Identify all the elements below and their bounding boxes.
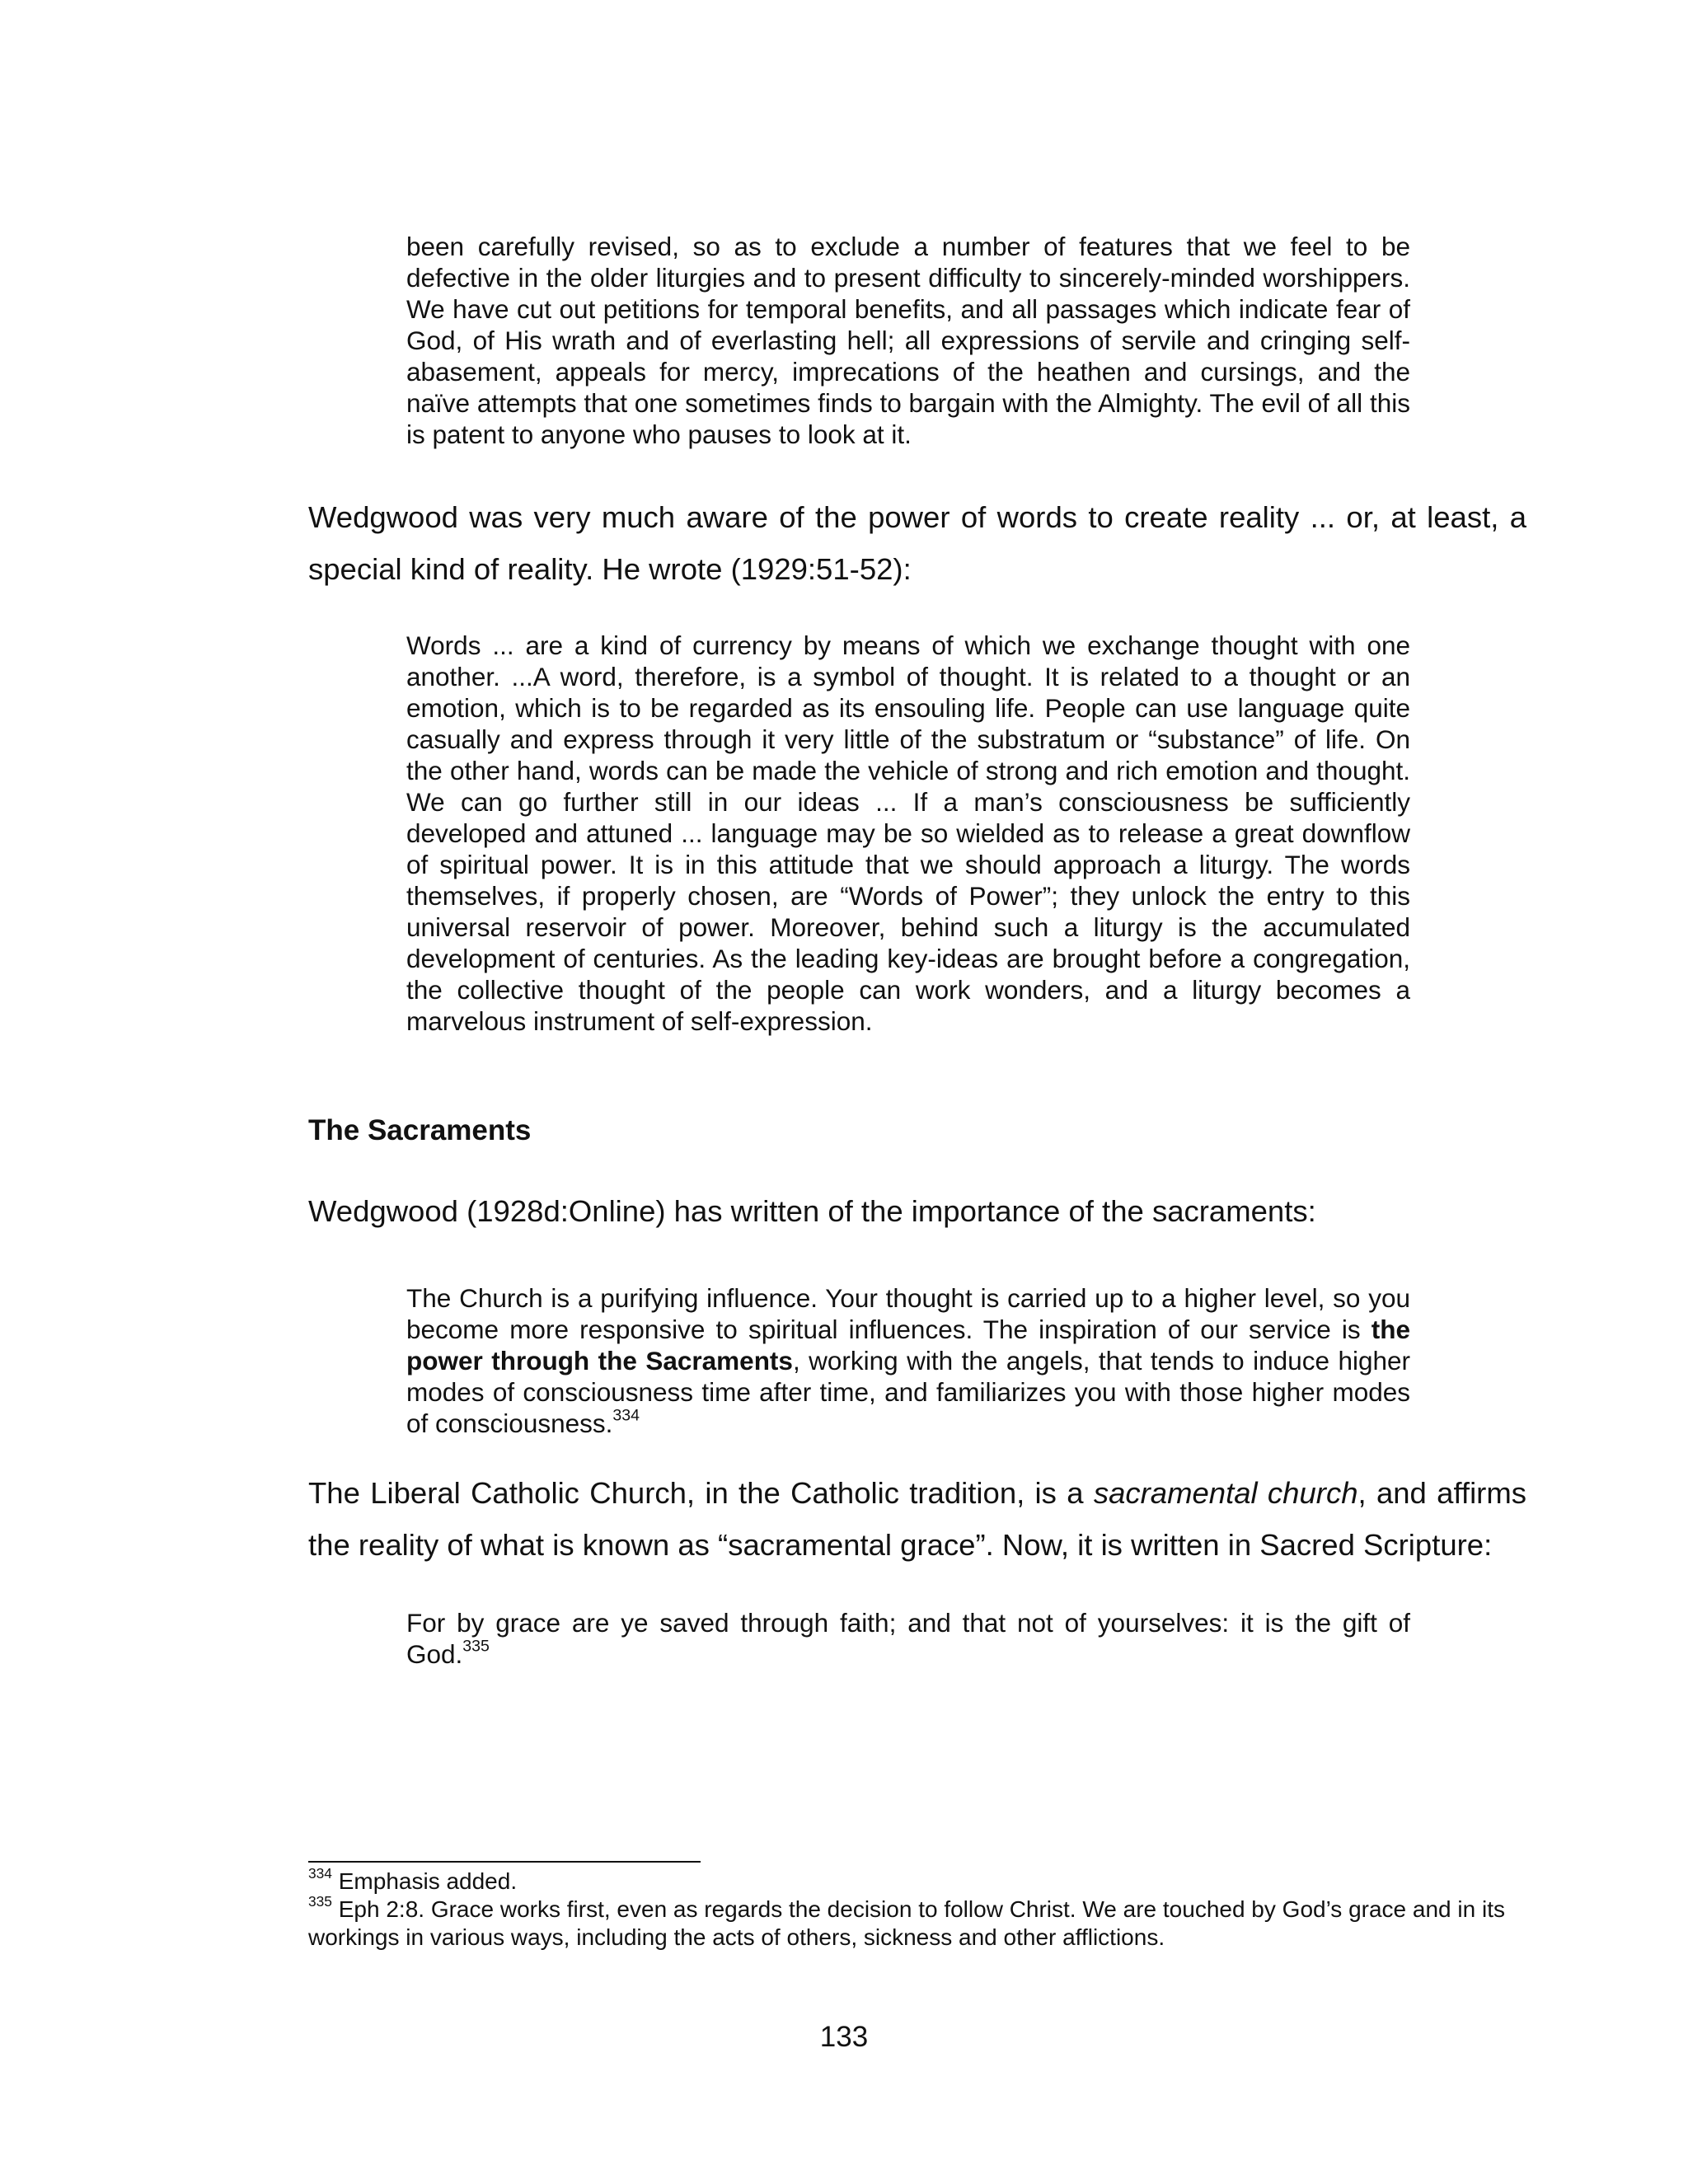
footnote-number: 335: [308, 1892, 332, 1910]
page-number: 133: [819, 2021, 869, 2053]
footnote-divider: [308, 1861, 701, 1863]
paragraph-text: Wedgwood was very much aware of the power of words to create reality ... or, at least, a special kind of reality. He wrote (1929:51-52):: [308, 500, 1526, 586]
paragraph-importance-of-sacraments: [308, 1185, 1526, 1237]
footnote-text: Eph 2:8. Grace works first, even as regards the decision to follow Christ. We are touched by God’s grace and in its workings in various ways, including the acts of others, sickness and other afflictions.: [308, 1896, 1505, 1950]
quote-text: For by grace are ye saved through faith; and that not of yourselves: it is the gift of God.: [406, 1608, 1410, 1669]
paragraph-text-before: The Liberal Catholic Church, in the Catholic tradition, is a: [308, 1476, 1094, 1510]
block-quote-liturgy-revision: [406, 231, 1410, 450]
quote-text: been carefully revised, so as to exclude a number of features that we feel to be defective in the older liturgies and to present difficulty to sincerely-minded worshippers. We have cut out petitions for temporal benefits, and all passages which indicate fear of God, of His wrath and of everlasting hell; all expressions of servile and cringing self-abasement, appeals for mercy, imprecations of the heathen and cursings, and the naïve attempts that one sometimes finds to bargain with the Almighty. The evil of all this is patent to anyone who pauses to look at it.: [406, 232, 1410, 449]
footnote-ref-334[interactable]: 334: [612, 1406, 640, 1425]
section-heading: The Sacraments: [308, 1114, 532, 1146]
footnote-335: [308, 1892, 1526, 1952]
quote-text-before: The Church is a purifying influence. Your thought is carried up to a higher level, so you become more responsive to spiritual influences. The inspiration of our service is: [406, 1283, 1410, 1344]
paragraph-text: Wedgwood (1928d:Online) has written of the importance of the sacraments:: [308, 1194, 1316, 1228]
quote-text: Words ... are a kind of currency by means of which we exchange thought with one another. ...A word, therefore, is a symbol of thought. It is related to a thought or an emotion, which is to be regarded as its ensouling life. People can use language quite casually and express through it very little of the substratum or “substance” of life. On the other hand, words can be made the vehicle of strong and rich emotion and thought. We can go further still in our ideas ... If a man’s consciousness be sufficiently developed and attuned ... language may be so wielded as to release a great downflow of spiritual power. It is in this attitude that we should approach a liturgy. The words themselves, if properly chosen, are “Words of Power”; they unlock the entry to this universal reservoir of power. Moreover, behind such a liturgy is the accumulated development of centuries. As the leading key-ideas are brought before a congregation, the collective thought of the people can work wonders, and a liturgy becomes a marvelous instrument of self-expression.: [406, 630, 1410, 1036]
quote-emphasis: the power through the Sacraments: [406, 1315, 1410, 1376]
footnote-text: Emphasis added.: [338, 1868, 518, 1894]
block-quote-scripture: [406, 1607, 1410, 1670]
paragraph-power-of-words: [308, 491, 1526, 595]
quote-text-after: , working with the angels, that tends to induce higher modes of consciousness time after time, and familiarizes you with those higher modes of consciousness.: [406, 1346, 1411, 1438]
footnote-334: [308, 1864, 1526, 1896]
paragraph-emphasis: sacramental church: [1093, 1476, 1358, 1510]
footnote-ref-335[interactable]: 335: [462, 1637, 490, 1656]
block-quote-purifying-influence: [406, 1282, 1410, 1439]
block-quote-words-currency: [406, 630, 1410, 1037]
footnote-number: 334: [308, 1864, 332, 1882]
paragraph-sacramental-church: [308, 1467, 1526, 1571]
paragraph-text-after: , and affirms the reality of what is known as “sacramental grace”. Now, it is written in Sacred Scripture:: [308, 1476, 1526, 1562]
